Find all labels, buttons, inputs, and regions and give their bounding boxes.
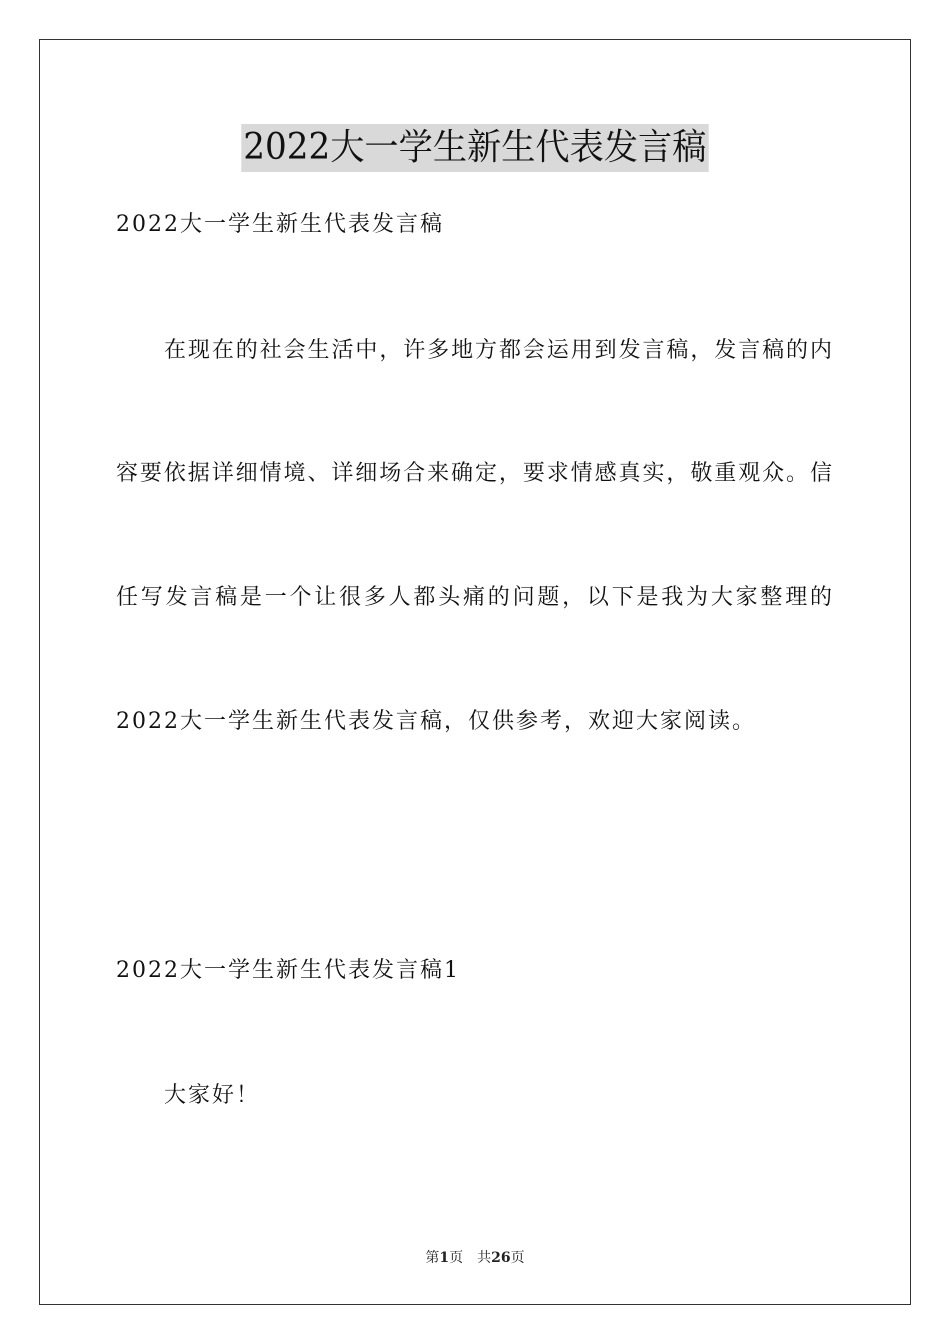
- intro-line-3: 任写发言稿是一个让很多人都头痛的问题，以下是我为大家整理的: [116, 585, 832, 610]
- section-heading: 2022大一学生新生代表发言稿1: [116, 958, 460, 983]
- document-title-text: 2022大一学生新生代表发言稿: [241, 124, 708, 172]
- document-subtitle: 2022大一学生新生代表发言稿: [116, 212, 444, 237]
- page-unit: 页: [449, 1250, 464, 1266]
- greeting-text: 大家好！: [164, 1083, 261, 1108]
- intro-line-4: 2022大一学生新生代表发言稿，仅供参考，欢迎大家阅读。: [116, 709, 756, 734]
- total-unit: 页: [510, 1250, 525, 1266]
- total-prefix: 共: [477, 1250, 492, 1266]
- page-prefix: 第: [425, 1250, 440, 1266]
- intro-line-1: 在现在的社会生活中，许多地方都会运用到发言稿，发言稿的内: [164, 338, 832, 363]
- page-total: 26: [491, 1250, 511, 1266]
- page-footer: [0, 1248, 950, 1268]
- page-current: 1: [439, 1250, 450, 1266]
- document-title: [0, 124, 950, 172]
- intro-line-2: 容要依据详细情境、详细场合来确定，要求情感真实，敬重观众。信: [116, 461, 832, 486]
